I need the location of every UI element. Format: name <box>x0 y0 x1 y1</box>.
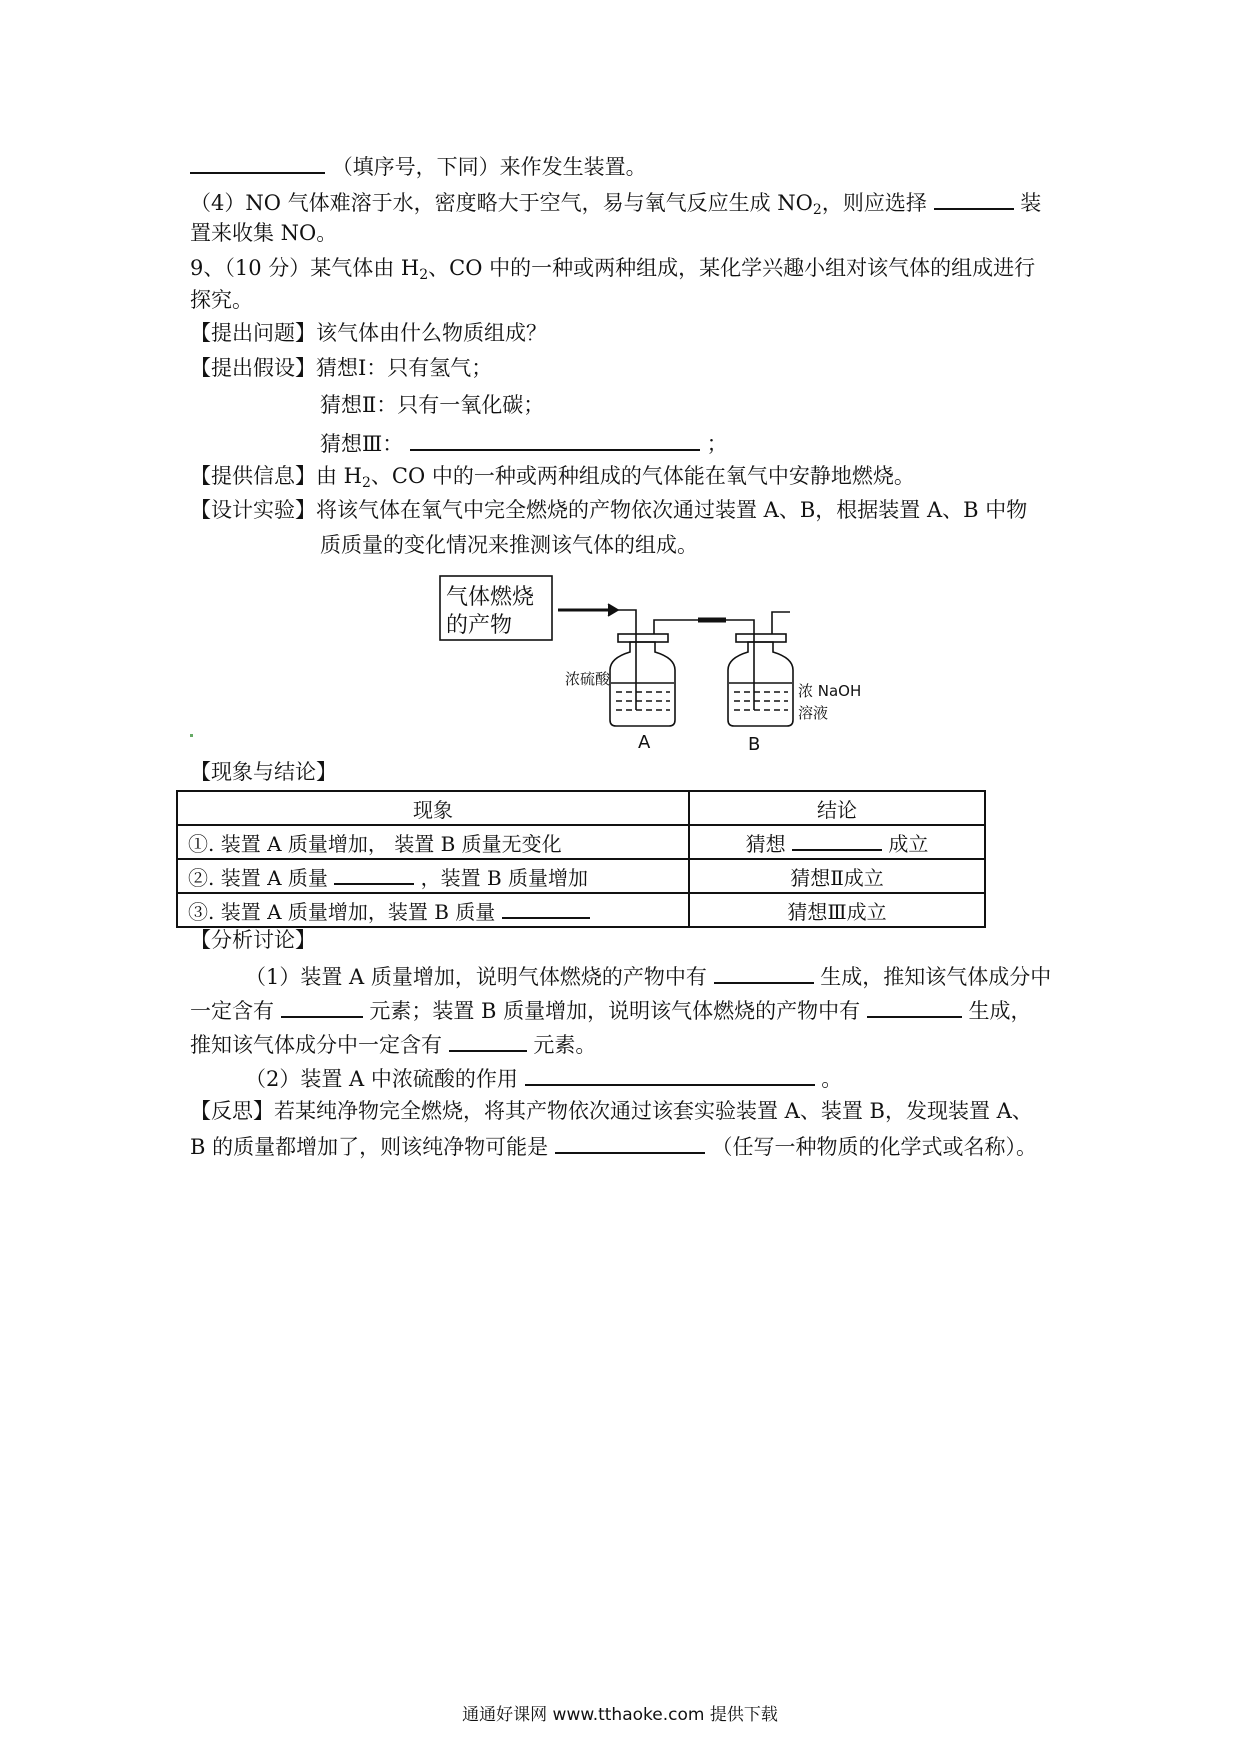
q4-text-1: （4）NO 气体难溶于水，密度略大于空气，易与氧气反应生成 NO <box>190 191 813 215</box>
q9-line <box>190 253 1035 290</box>
row1-phenomenon: ①. 装置 A 质量增加， 装置 B 质量无变化 <box>177 825 689 859</box>
q9-text-2: 、CO 中的一种或两种组成，某化学兴趣小组对该气体的组成进行 <box>428 256 1036 280</box>
analysis-3b: 元素。 <box>533 1033 597 1057</box>
analysis-blank-2[interactable] <box>281 994 363 1018</box>
q9-sub: 2 <box>419 267 429 283</box>
reagent-a: 浓硫酸 <box>565 670 611 688</box>
analysis-1b: 生成，推知该气体成分中 <box>820 965 1052 989</box>
info-sub: 2 <box>362 475 371 491</box>
row1-conclusion <box>689 825 985 859</box>
header-phenomenon: 现象 <box>177 791 689 825</box>
hypothesis-3-end: ； <box>706 432 728 456</box>
info-tag: 【提供信息】 <box>190 464 316 488</box>
question-line <box>190 318 547 348</box>
analysis-4b: 。 <box>821 1067 843 1091</box>
question-tag: 【提出问题】 <box>190 321 316 345</box>
analysis-line-3 <box>190 1028 596 1060</box>
table-row <box>177 893 985 927</box>
design-text-1: 将该气体在氧气中完全燃烧的产物依次通过装置 A、B，根据装置 A、B 中物 <box>316 498 1028 522</box>
info-text-1: 由 H <box>316 464 362 488</box>
product-box-label-1: 气体燃烧 <box>446 585 535 610</box>
row1-blank[interactable] <box>792 827 882 851</box>
reflection-text-1: 若某纯净物完全燃烧，将其产物依次通过该套实验装置 A、装置 B，发现装置 A、 <box>274 1099 1033 1123</box>
reflection-2b: （任写一种物质的化学式或名称）。 <box>711 1135 1037 1159</box>
answer-blank[interactable] <box>190 150 325 174</box>
hypothesis-line-3 <box>320 427 728 459</box>
label-b: B <box>748 734 761 755</box>
row3-conclusion: 猜想Ⅲ成立 <box>689 893 985 927</box>
reflection-tag: 【反思】 <box>190 1099 274 1123</box>
results-tag: 【现象与结论】 <box>190 760 337 784</box>
analysis-line-1 <box>245 960 1051 992</box>
analysis-2a: 一定含有 <box>190 999 274 1023</box>
analysis-1a: （1）装置 A 质量增加，说明气体燃烧的产物中有 <box>245 965 707 989</box>
row1-conclusion-post: 成立 <box>888 832 929 856</box>
analysis-blank-3[interactable] <box>867 994 962 1018</box>
hypothesis-1: 猜想Ⅰ：只有氢气； <box>316 356 493 380</box>
hypothesis-tag: 【提出假设】 <box>190 356 316 380</box>
table-row <box>177 859 985 893</box>
hypothesis-line-1 <box>190 353 492 383</box>
results-table <box>176 790 986 928</box>
label-a: A <box>638 732 651 753</box>
q4-sub: 2 <box>812 202 822 218</box>
design-line-1 <box>190 495 1027 525</box>
analysis-line-4 <box>245 1062 842 1094</box>
row1-conclusion-pre: 猜想 <box>745 832 786 856</box>
row3-phen-pre: ③. 装置 A 质量增加，装置 B 质量 <box>188 900 496 924</box>
q4-line-2: 置来收集 NO。 <box>190 221 338 245</box>
analysis-3a: 推知该气体成分中一定含有 <box>190 1033 442 1057</box>
reflection-line-1 <box>190 1096 1033 1126</box>
analysis-line-2 <box>190 994 1032 1026</box>
reflection-2a: B 的质量都增加了，则该纯净物可能是 <box>190 1135 549 1159</box>
row3-phenomenon <box>177 893 689 927</box>
stray-dot <box>190 734 193 737</box>
table-header-row <box>177 791 985 825</box>
analysis-blank-1[interactable] <box>714 960 814 984</box>
line1-text: （填序号，下同）来作发生装置。 <box>331 155 647 179</box>
q4-text-3: 装 <box>1020 191 1042 215</box>
hypothesis-2: 猜想Ⅱ：只有一氧化碳； <box>320 393 545 417</box>
row2-phen-post: ，装置 B 质量增加 <box>420 866 589 890</box>
analysis-2b: 元素；装置 B 质量增加，说明该气体燃烧的产物中有 <box>369 999 861 1023</box>
hypothesis-3: 猜想Ⅲ： <box>320 432 404 456</box>
reagent-b-2: 溶液 <box>798 704 829 722</box>
info-text-2: 、CO 中的一种或两种组成的气体能在氧气中安静地燃烧。 <box>370 464 915 488</box>
design-tag: 【设计实验】 <box>190 498 316 522</box>
row2-phen-pre: ②. 装置 A 质量 <box>188 866 328 890</box>
row3-blank[interactable] <box>502 895 590 919</box>
hypothesis-3-blank[interactable] <box>410 427 700 451</box>
row2-blank[interactable] <box>334 861 414 885</box>
row2-phenomenon <box>177 859 689 893</box>
analysis-4a: （2）装置 A 中浓硫酸的作用 <box>245 1067 518 1091</box>
bottle-b <box>728 642 793 726</box>
product-box-label-2: 的产物 <box>446 613 513 638</box>
reflection-line-2 <box>190 1130 1037 1162</box>
table-row <box>177 825 985 859</box>
reagent-b-1: 浓 NaOH <box>798 682 862 700</box>
header-conclusion: 结论 <box>689 791 985 825</box>
analysis-2c: 生成， <box>968 999 1032 1023</box>
info-line <box>190 461 915 498</box>
apparatus-diagram <box>430 570 890 755</box>
reflection-blank[interactable] <box>555 1130 705 1154</box>
q4-text-2: ，则应选择 <box>821 191 927 215</box>
row2-conclusion: 猜想Ⅱ成立 <box>689 859 985 893</box>
bottle-a <box>610 642 675 726</box>
question-text: 该气体由什么物质组成？ <box>316 321 547 345</box>
design-line-2: 质质量的变化情况来推测该气体的组成。 <box>320 533 698 557</box>
footer: 通通好课网 www.tthaoke.com 提供下载 <box>462 1705 778 1725</box>
q4-answer-blank[interactable] <box>934 186 1014 210</box>
analysis-blank-4[interactable] <box>449 1028 527 1052</box>
q9-text-1: 9、（10 分）某气体由 H <box>190 256 420 280</box>
analysis-tag: 【分析讨论】 <box>190 928 316 952</box>
analysis-blank-5[interactable] <box>525 1062 815 1086</box>
q9-line-2: 探究。 <box>190 288 253 312</box>
fill-line-1 <box>190 150 647 182</box>
